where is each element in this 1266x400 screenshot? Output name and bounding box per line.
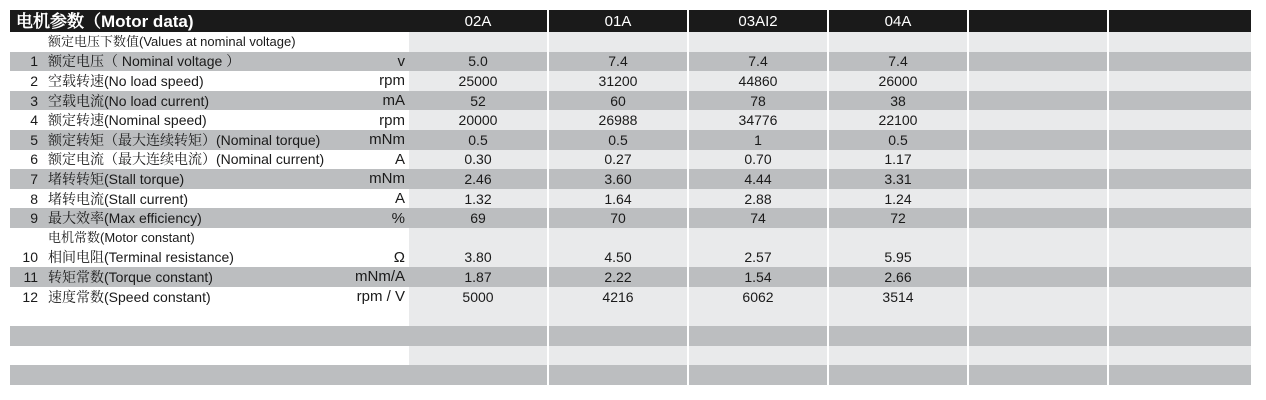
row-unit: A — [394, 150, 405, 168]
row-unit: v — [397, 52, 405, 70]
row-unit: mNm/A — [355, 268, 405, 286]
value-cell: 52 — [409, 91, 548, 111]
row-unit: mA — [382, 92, 405, 110]
value-cell: 0.5 — [409, 130, 548, 150]
row-label — [10, 248, 409, 268]
table-row — [10, 287, 1251, 307]
value-cell: 1 — [689, 130, 828, 150]
value-cell: 1.32 — [409, 189, 548, 209]
value-cell — [969, 91, 1108, 111]
value-cell — [969, 248, 1108, 268]
value-cell — [1109, 150, 1251, 170]
empty-row — [10, 365, 1251, 385]
row-unit: rpm — [379, 72, 405, 90]
row-number: 1 — [30, 53, 38, 70]
row-name: 额定转矩（最大连续转矩）(Nominal torque) — [48, 131, 321, 148]
value-cell — [1109, 110, 1251, 130]
value-cell: 4.44 — [689, 169, 828, 189]
row-name: 最大效率(Max efficiency) — [48, 210, 202, 227]
section-row-constant — [10, 228, 1251, 248]
value-cell: 7.4 — [829, 52, 968, 72]
value-cell: 78 — [689, 91, 828, 111]
value-cell — [969, 150, 1108, 170]
spacer-row — [10, 306, 1251, 326]
row-unit: rpm — [379, 111, 405, 129]
row-label — [10, 208, 409, 228]
value-cell: 60 — [549, 91, 688, 111]
value-cell: 1.87 — [409, 267, 548, 287]
row-unit: mNm — [369, 170, 405, 188]
value-cell — [1109, 208, 1251, 228]
table-row — [10, 52, 1251, 72]
row-unit: Ω — [393, 248, 405, 266]
value-cell: 7.4 — [549, 52, 688, 72]
row-name: 转矩常数(Torque constant) — [48, 268, 213, 285]
row-number: 8 — [30, 190, 38, 207]
value-cell: 0.70 — [689, 150, 828, 170]
row-name: 堵转电流(Stall current) — [48, 190, 189, 207]
value-cell — [1109, 169, 1251, 189]
value-cell: 5000 — [409, 287, 548, 307]
empty-row — [10, 326, 1251, 346]
value-cell: 2.88 — [689, 189, 828, 209]
value-cell: 70 — [549, 208, 688, 228]
section-title: 电机常数(Motor constant) — [48, 230, 195, 246]
row-label — [10, 91, 409, 111]
spacer-row — [10, 346, 1251, 366]
row-number: 12 — [22, 288, 38, 305]
value-cell — [969, 287, 1108, 307]
row-label — [10, 52, 409, 72]
value-cell — [969, 189, 1108, 209]
value-cell: 7.4 — [689, 52, 828, 72]
row-name: 额定转速(Nominal speed) — [48, 112, 207, 129]
value-cell: 2.57 — [689, 248, 828, 268]
row-name: 额定电流（最大连续电流）(Nominal current) — [48, 151, 325, 168]
value-cell: 31200 — [549, 71, 688, 91]
row-name: 速度常数(Speed constant) — [48, 288, 211, 305]
column-header: 02A — [409, 10, 548, 32]
value-cell: 5.95 — [829, 248, 968, 268]
row-label — [10, 287, 409, 307]
value-cell: 3.60 — [549, 169, 688, 189]
value-cell — [1109, 248, 1251, 268]
row-name: 相间电阻(Terminal resistance) — [48, 249, 234, 266]
table-row — [10, 71, 1251, 91]
value-cell: 34776 — [689, 110, 828, 130]
value-cell: 3.31 — [829, 169, 968, 189]
row-label — [10, 150, 409, 170]
value-cell — [1109, 189, 1251, 209]
value-cell: 4.50 — [549, 248, 688, 268]
row-number: 5 — [30, 131, 38, 148]
row-number: 3 — [30, 92, 38, 109]
table-row — [10, 208, 1251, 228]
row-label — [10, 189, 409, 209]
row-number: 4 — [30, 112, 38, 129]
row-number: 7 — [30, 170, 38, 187]
table-title: 电机参数（Motor data) — [10, 10, 409, 32]
value-cell — [969, 208, 1108, 228]
row-unit: % — [391, 209, 405, 227]
value-cell: 74 — [689, 208, 828, 228]
value-cell: 44860 — [689, 71, 828, 91]
table-row — [10, 150, 1251, 170]
value-cell — [969, 169, 1108, 189]
row-name: 空载转速(No load speed) — [48, 72, 204, 89]
column-header: 04A — [829, 10, 968, 32]
table-row — [10, 110, 1251, 130]
row-label — [10, 110, 409, 130]
value-cell: 2.46 — [409, 169, 548, 189]
row-label — [10, 169, 409, 189]
column-header: 03AI2 — [689, 10, 828, 32]
value-cell: 5.0 — [409, 52, 548, 72]
section-title: 额定电压下数值(Values at nominal voltage) — [48, 34, 296, 50]
value-cell — [969, 110, 1108, 130]
value-cell: 3.80 — [409, 248, 548, 268]
value-cell — [1109, 287, 1251, 307]
value-cell: 1.17 — [829, 150, 968, 170]
table-row — [10, 189, 1251, 209]
row-unit: rpm / V — [356, 288, 405, 306]
value-cell: 1.54 — [689, 267, 828, 287]
value-cell — [969, 267, 1108, 287]
value-cell: 26000 — [829, 71, 968, 91]
value-cell — [1109, 71, 1251, 91]
value-cell — [1109, 91, 1251, 111]
row-number: 2 — [30, 72, 38, 89]
value-cell: 2.66 — [829, 267, 968, 287]
table-row — [10, 130, 1251, 150]
value-cell: 26988 — [549, 110, 688, 130]
column-header — [969, 10, 1108, 32]
value-cell: 6062 — [689, 287, 828, 307]
value-cell: 0.27 — [549, 150, 688, 170]
value-cell: 1.64 — [549, 189, 688, 209]
value-cell — [1109, 52, 1251, 72]
rows-constant — [10, 248, 1251, 307]
value-cell — [1109, 130, 1251, 150]
value-cell: 0.5 — [829, 130, 968, 150]
row-unit: mNm — [369, 131, 405, 149]
table-row — [10, 91, 1251, 111]
column-header — [1109, 10, 1251, 32]
value-cell: 0.30 — [409, 150, 548, 170]
column-header: 01A — [549, 10, 688, 32]
row-label — [10, 71, 409, 91]
value-cell: 0.5 — [549, 130, 688, 150]
row-unit: A — [394, 190, 405, 208]
value-cell: 72 — [829, 208, 968, 228]
table-row — [10, 267, 1251, 287]
row-label — [10, 267, 409, 287]
row-label — [10, 130, 409, 150]
value-cell: 1.24 — [829, 189, 968, 209]
value-cell — [1109, 267, 1251, 287]
rows-nominal — [10, 52, 1251, 228]
value-cell: 22100 — [829, 110, 968, 130]
motor-data-table — [10, 10, 1251, 385]
value-cell — [969, 52, 1108, 72]
row-number: 6 — [30, 151, 38, 168]
value-cell: 20000 — [409, 110, 548, 130]
row-number: 11 — [23, 268, 38, 285]
section-row-nominal — [10, 32, 1251, 52]
row-number: 9 — [30, 210, 38, 227]
value-cell: 38 — [829, 91, 968, 111]
row-number: 10 — [22, 249, 38, 266]
value-cell: 2.22 — [549, 267, 688, 287]
value-cell: 25000 — [409, 71, 548, 91]
value-cell — [969, 130, 1108, 150]
value-cell: 69 — [409, 208, 548, 228]
value-cell — [969, 71, 1108, 91]
value-cell: 4216 — [549, 287, 688, 307]
row-name: 额定电压（ Nominal voltage ） — [48, 53, 241, 70]
row-name: 堵转转矩(Stall torque) — [48, 170, 185, 187]
value-cell: 3514 — [829, 287, 968, 307]
table-header-row — [10, 10, 1251, 32]
table-row — [10, 248, 1251, 268]
row-name: 空载电流(No load current) — [48, 92, 210, 109]
table-row — [10, 169, 1251, 189]
